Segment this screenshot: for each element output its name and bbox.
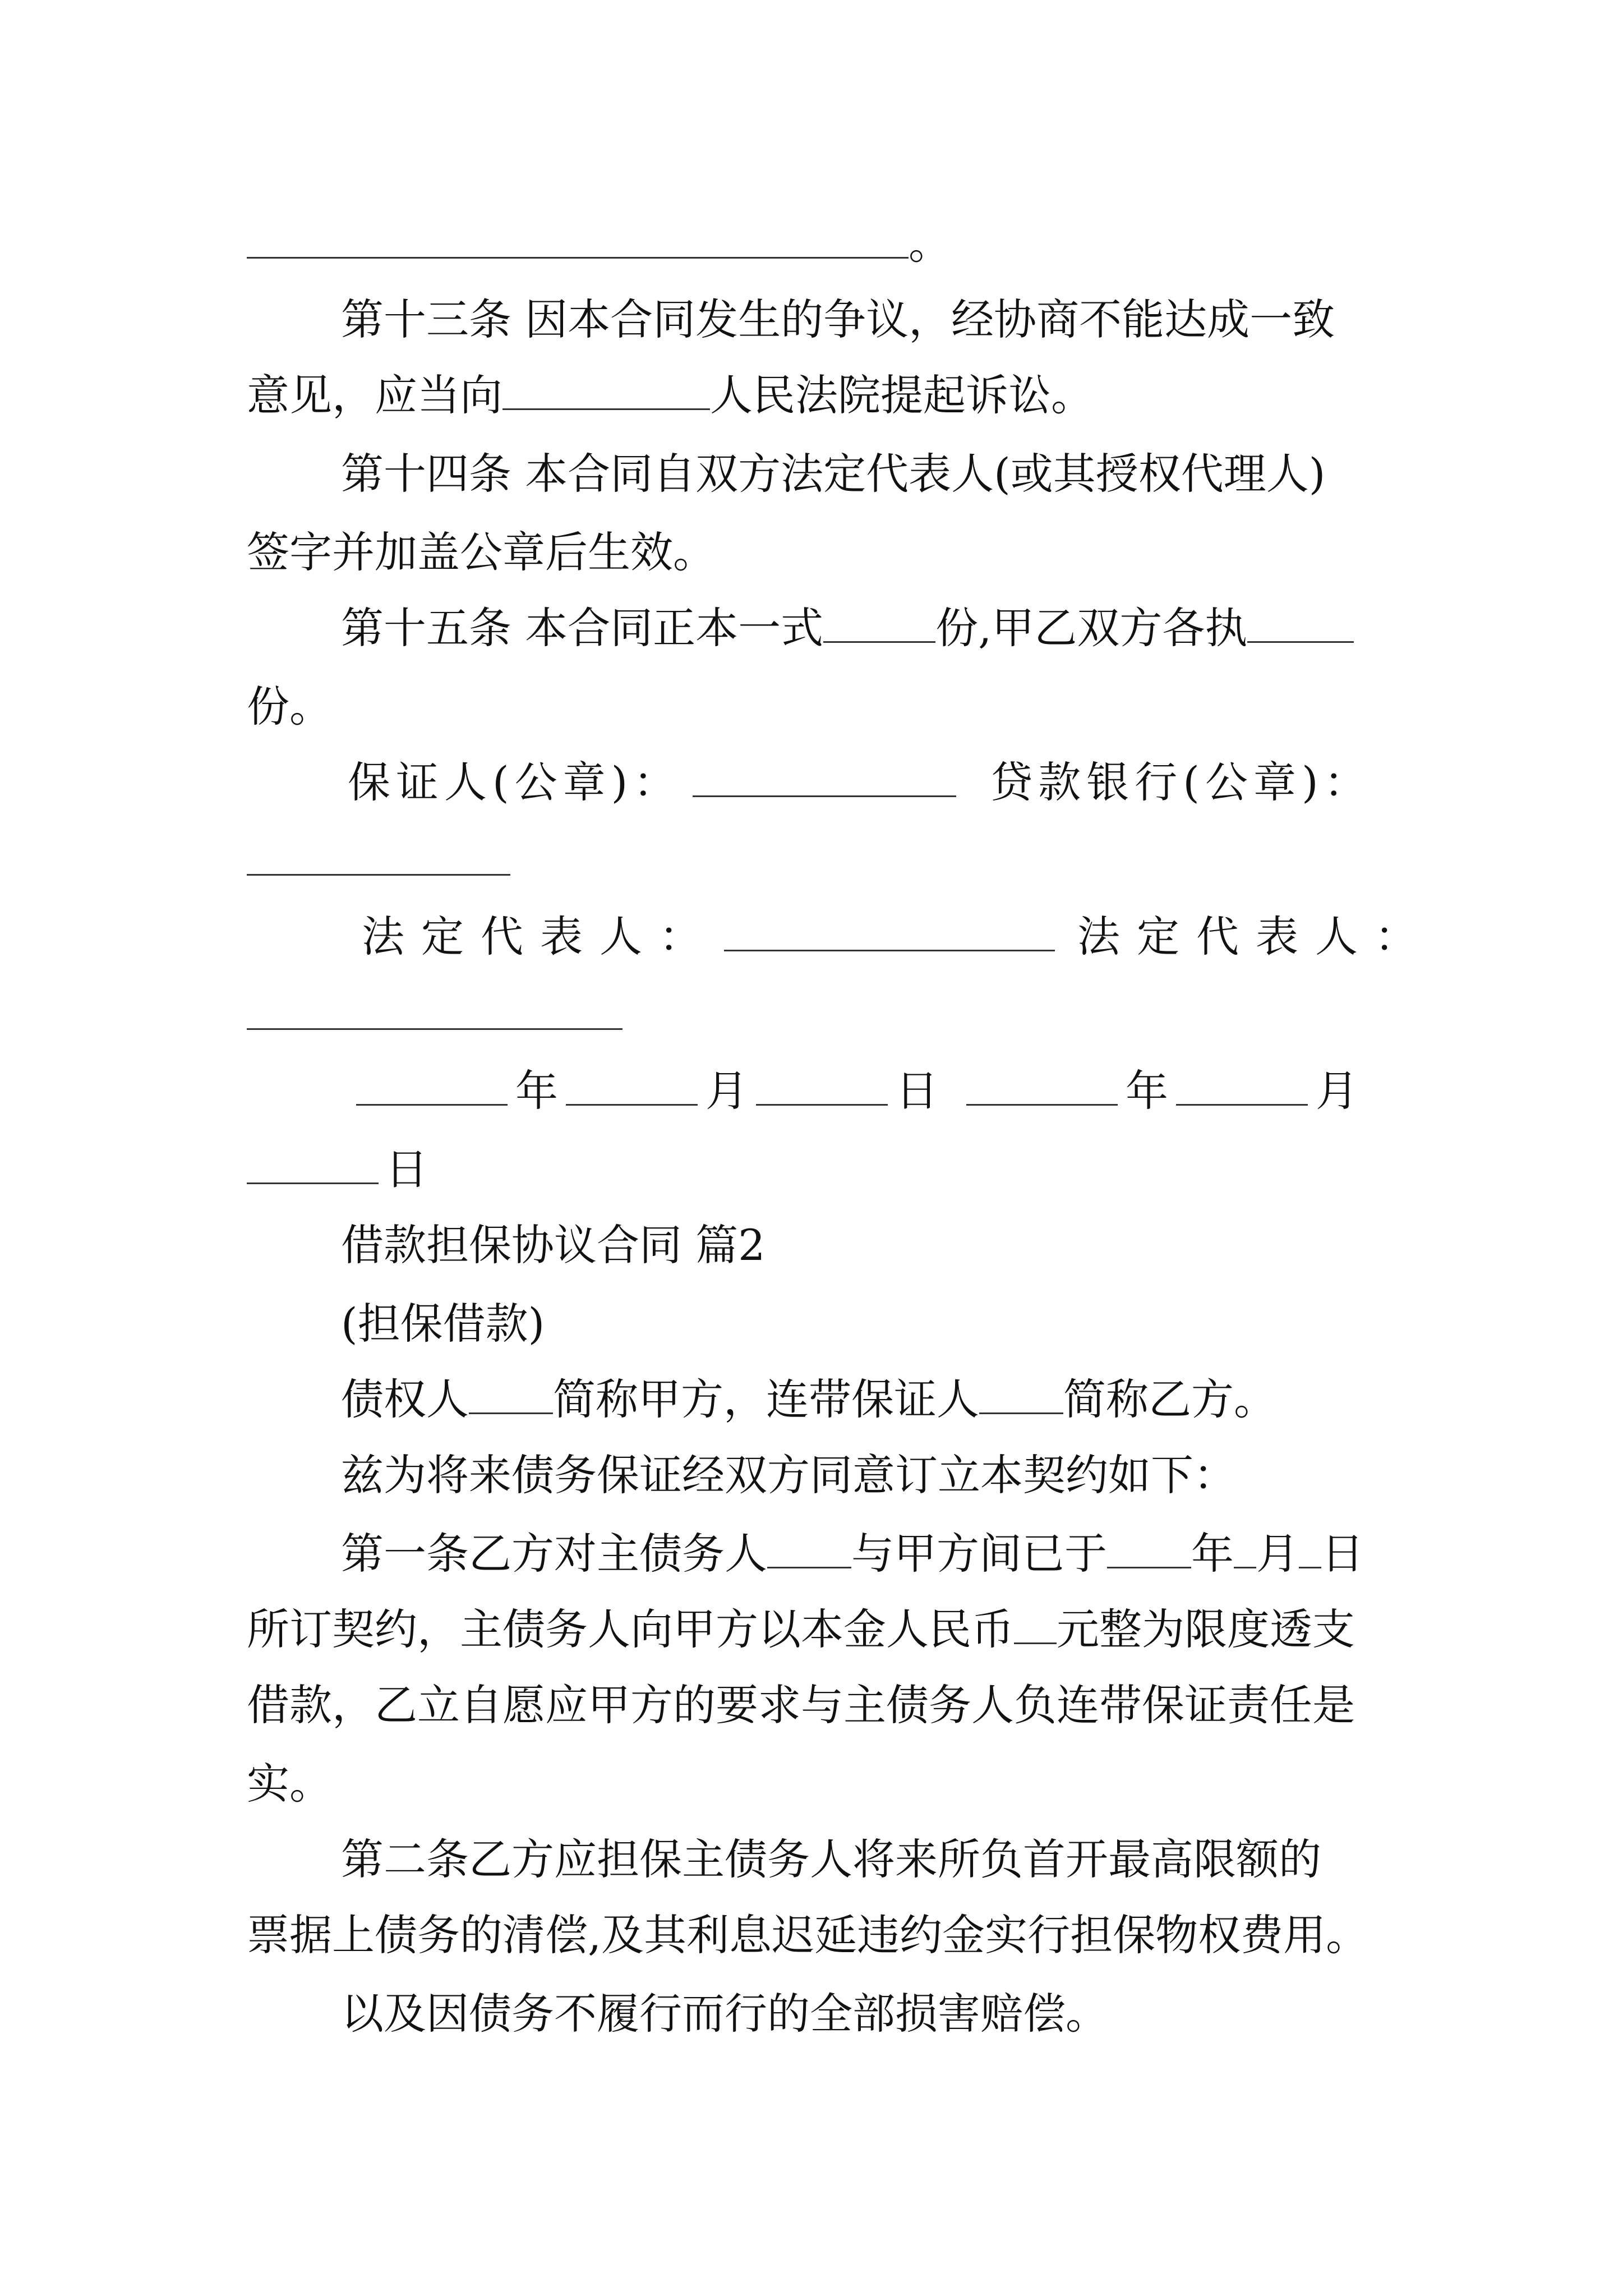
guarantor-seal-line: 保证人(公章)： 贷款银行(公章)：	[348, 757, 1372, 807]
intro-line: 兹为将来债务保证经双方同意订立本契约如下：	[341, 1450, 1236, 1500]
article-2-line1: 第二条乙方应担保主债务人将来所负首开最高限额的	[341, 1834, 1321, 1884]
year-blank	[356, 1069, 508, 1106]
article-1-line3: 借款，乙立自愿应甲方的要求与主债务人负连带保证责任是	[247, 1680, 1355, 1730]
date-line-2: 日	[247, 1142, 428, 1198]
rep-right-blank	[247, 993, 623, 1030]
amount-blank	[1014, 1608, 1057, 1644]
year-blank-2	[966, 1069, 1118, 1106]
a1-day-blank	[1299, 1532, 1321, 1568]
a1-month-blank	[1234, 1532, 1256, 1568]
rep-left-blank	[724, 915, 1055, 951]
court-blank	[502, 374, 710, 410]
article-14-line2: 签字并加盖公章后生效。	[247, 527, 716, 577]
section-2-title: 借款担保协议合同 篇2	[341, 1220, 766, 1270]
copies-blank	[823, 606, 935, 643]
month-blank-2	[1176, 1069, 1308, 1106]
continuation-line: 。	[247, 216, 951, 272]
article-13-line1: 第十三条 因本合同发生的争议，经协商不能达成一致	[341, 295, 1335, 344]
a1-year-blank	[1107, 1532, 1191, 1568]
day-blank-2	[247, 1148, 379, 1184]
blank-field	[247, 222, 909, 259]
guarantor-blank	[693, 761, 956, 797]
article-2-line2: 票据上债务的清偿,及其利息迟延违约金实行担保物权费用。	[247, 1910, 1369, 1960]
debtor-blank	[767, 1532, 851, 1568]
creditor-blank	[469, 1378, 553, 1414]
parties-line: 债权人 简称甲方，连带保证人 简称乙方。	[341, 1374, 1276, 1424]
legal-rep-line: 法定代表人： 法定代表人：	[362, 912, 1434, 961]
day-blank	[756, 1069, 888, 1106]
article-1-line2: 所订契约，主债务人向甲方以本金人民币 元整为限度透支	[247, 1604, 1355, 1654]
bank-blank	[247, 839, 510, 876]
article-1-line4: 实。	[247, 1759, 332, 1809]
article-15-line1: 第十五条 本合同正本一式 份,甲乙双方各执	[341, 600, 1354, 656]
rep-right-blank-line	[247, 987, 623, 1043]
article-1-line1: 第一条乙方对主债务人 与甲方间已于 年 月 日	[341, 1529, 1364, 1579]
date-line: 年 月 日 年 月	[356, 1063, 1358, 1119]
bank-seal-blank-line	[247, 833, 510, 889]
article-14-line1: 第十四条 本合同自双方法定代表人(或其授权代理人)	[341, 449, 1326, 499]
article-13-line2: 意见，应当向 人民法院提起诉讼。	[247, 370, 1094, 420]
month-blank	[566, 1069, 698, 1106]
guarantor-name-blank	[979, 1378, 1063, 1414]
each-copies-blank	[1247, 606, 1354, 643]
article-2-line3: 以及因债务不履行而行的全部损害赔偿。	[341, 1989, 1108, 2039]
section-2-subtitle: (担保借款)	[341, 1299, 545, 1349]
article-15-line2: 份。	[247, 682, 332, 731]
